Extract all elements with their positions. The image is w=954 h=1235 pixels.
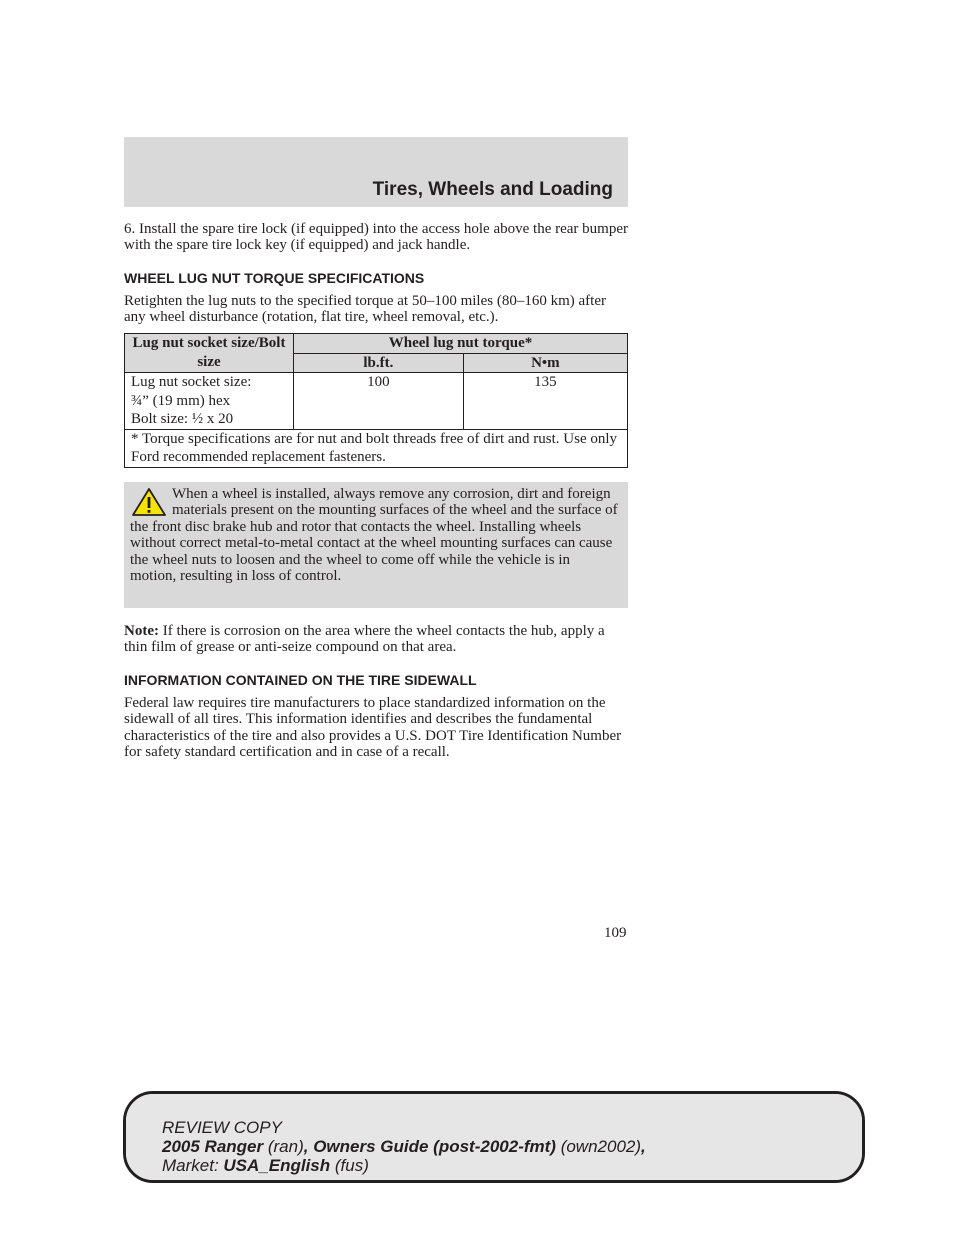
- footer-market-line: [162, 1156, 646, 1175]
- footer-text: [162, 1118, 646, 1175]
- footer-model-line: [162, 1137, 646, 1156]
- review-copy-footer: [123, 1091, 865, 1183]
- sidewall-heading: INFORMATION CONTAINED ON THE TIRE SIDEWALL: [124, 672, 477, 688]
- socket-hex-line: ¾” (19 mm) hex: [131, 392, 231, 409]
- table-row: [125, 373, 628, 430]
- footer-guide-code: (own2002): [555, 1137, 642, 1156]
- footer-sep-1: ,: [303, 1137, 314, 1156]
- unit-lbft-header: lb.ft.: [294, 353, 464, 373]
- footer-guide: Owners Guide (post-2002-fmt): [313, 1137, 556, 1156]
- step-6-text: 6. Install the spare tire lock (if equipped) into the access hole above the rear bumper with the spare tire lock key (if equipped) and jack handle.: [124, 221, 628, 254]
- warning-triangle-icon: [130, 486, 168, 518]
- page-number: 109: [604, 925, 627, 941]
- section-title: Tires, Wheels and Loading: [372, 179, 613, 200]
- torque-spec-table: [124, 333, 628, 468]
- footer-market: USA_English: [223, 1156, 331, 1175]
- warning-box: [124, 482, 628, 608]
- note-label: Note:: [124, 623, 159, 639]
- torque-spec-heading: WHEEL LUG NUT TORQUE SPECIFICATIONS: [124, 270, 425, 286]
- warning-paragraph: [130, 486, 618, 584]
- note-text: If there is corrosion on the area where the wheel contacts the hub, apply a thin film of grease or anti-seize compound on that area.: [124, 623, 605, 656]
- warning-text: When a wheel is installed, always remove any corrosion, dirt and foreign materials present on the mounting surfaces of the wheel and the surface of the front disc brake hub and rotor that contacts the wheel. Installing wheels without correct metal-to-metal contact at the wheel mounting surfaces can cause the wheel nuts to loosen and the wheel to come off while the vehicle is in motion, resulting in loss of control.: [130, 486, 618, 585]
- footer-review-line: REVIEW COPY: [162, 1118, 282, 1137]
- bolt-size-line: Bolt size: ½ x 20: [131, 411, 234, 427]
- torque-intro-text: Retighten the lug nuts to the specified torque at 50–100 miles (80–160 km) after any wheel disturbance (rotation, flat tire, wheel removal, etc.).: [124, 293, 606, 326]
- socket-size-line: Lug nut socket size:: [131, 374, 252, 390]
- torque-nm-value: 135: [463, 373, 627, 430]
- col-socket-header: Lug nut socket size/Bolt size: [125, 334, 294, 373]
- footer-market-label: Market:: [162, 1156, 224, 1175]
- footer-sep-2: ,: [641, 1137, 646, 1156]
- torque-footnote: * Torque specifications are for nut and bolt threads free of dirt and rust. Use only Ford recommended replacement fasteners.: [125, 429, 628, 467]
- table-footnote-row: [125, 429, 628, 467]
- footer-model-code: (ran): [263, 1137, 304, 1156]
- socket-size-cell: [125, 373, 294, 430]
- footer-market-code: (fus): [330, 1156, 369, 1175]
- col-torque-group-header: Wheel lug nut torque*: [294, 334, 628, 354]
- torque-lbft-value: 100: [294, 373, 464, 430]
- note-paragraph: [124, 623, 628, 656]
- footer-model: 2005 Ranger: [162, 1137, 264, 1156]
- unit-nm-header: N•m: [463, 353, 627, 373]
- section-header-band: [124, 137, 628, 207]
- sidewall-text: Federal law requires tire manufacturers to place standardized information on the sidewall of all tires. This information identifies and describes the fundamental characteristics of the tire and also provides a U.S. DOT Tire Identification Number for safety standard certification and in case of a recall.: [124, 695, 622, 761]
- table-header-row: [125, 334, 628, 354]
